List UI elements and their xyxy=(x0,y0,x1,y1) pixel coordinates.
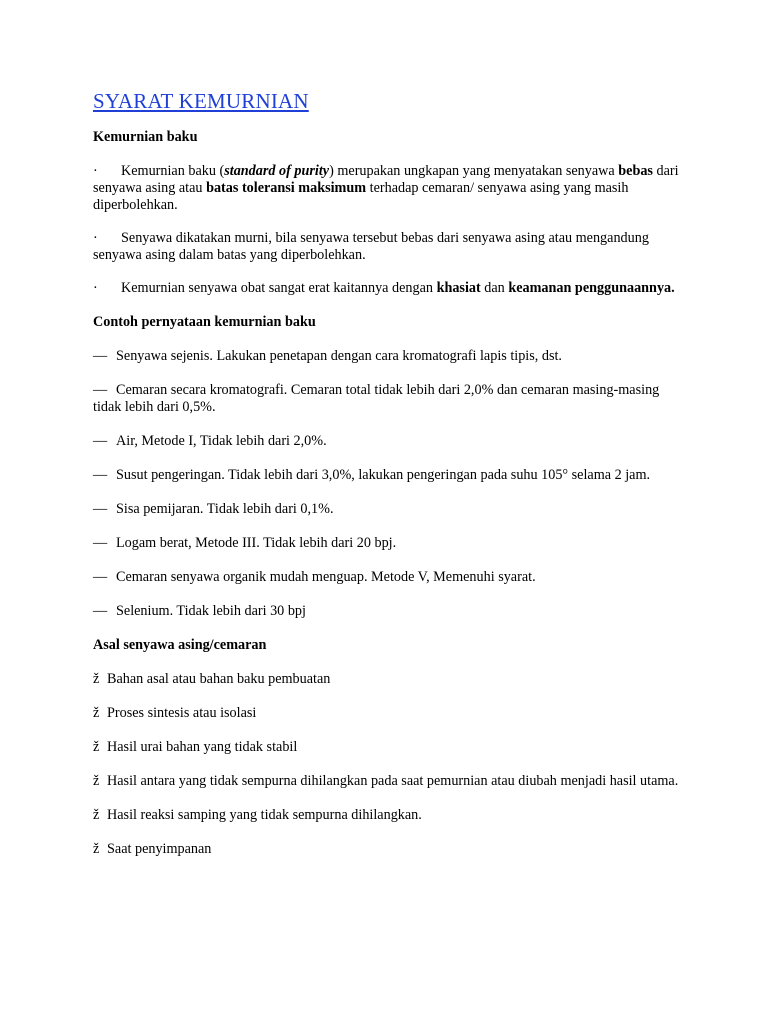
text-run-emphasis: standard of purity xyxy=(224,163,330,179)
bullet-marker: · xyxy=(93,230,98,246)
z-caron-marker: ž xyxy=(93,671,100,687)
z-caron-marker: ž xyxy=(93,739,100,755)
list-item-text: Susut pengeringan. Tidak lebih dari 3,0%, lakukan pengeringan pada suhu 105° selama 2 jam. xyxy=(116,467,651,483)
list-item xyxy=(93,382,683,416)
list-item-text: Saat penyimpanan xyxy=(107,841,212,857)
list-item xyxy=(93,501,683,518)
list-item-text: Hasil reaksi samping yang tidak sempurna dihilangkan. xyxy=(107,807,422,823)
list-item xyxy=(93,773,683,790)
text-run: dan xyxy=(480,280,509,296)
list-item xyxy=(93,841,683,858)
list-item xyxy=(93,569,683,586)
bullet-marker: · xyxy=(93,163,98,179)
text-run-bold: khasiat xyxy=(436,280,481,296)
dash-marker: — xyxy=(93,382,108,398)
bullet-marker: · xyxy=(93,280,98,296)
text-run: Kemurnian baku ( xyxy=(121,163,225,179)
list-item-text: Cemaran secara kromatografi. Cemaran total tidak lebih dari 2,0% dan cemaran masing-masing tidak lebih dari 0,5%. xyxy=(93,382,660,415)
section-heading-kemurnian-baku: Kemurnian baku xyxy=(93,129,198,145)
list-item-text: Logam berat, Metode III. Tidak lebih dari 20 bpj. xyxy=(116,535,397,551)
text-run-bold: keamanan penggunaannya. xyxy=(508,280,675,296)
list-item-text: Hasil urai bahan yang tidak stabil xyxy=(107,739,298,755)
text-run: ) merupakan ungkapan yang menyatakan senyawa xyxy=(329,163,619,179)
section-heading-contoh: Contoh pernyataan kemurnian baku xyxy=(93,314,316,330)
z-caron-marker: ž xyxy=(93,807,100,823)
paragraph-khasiat xyxy=(93,280,683,297)
text-run: Kemurnian senyawa obat sangat erat kaitannya dengan xyxy=(121,280,437,296)
document-body xyxy=(93,88,683,858)
list-item xyxy=(93,433,683,450)
page-title[interactable]: SYARAT KEMURNIAN xyxy=(93,89,309,113)
text-run-bold: bebas xyxy=(618,163,653,179)
list-item-text: Bahan asal atau bahan baku pembuatan xyxy=(107,671,331,687)
text-run: terhadap cemaran/ senyawa asing yang masih diperbolehkan. xyxy=(93,180,629,213)
list-item-text: Sisa pemijaran. Tidak lebih dari 0,1%. xyxy=(116,501,334,517)
z-caron-marker: ž xyxy=(93,841,100,857)
list-item xyxy=(93,467,683,484)
list-item xyxy=(93,603,683,620)
text-run: dari senyawa asing atau xyxy=(93,163,679,196)
list-item xyxy=(93,739,683,756)
paragraph-definition xyxy=(93,163,683,214)
list-item xyxy=(93,705,683,722)
dash-marker: — xyxy=(93,603,108,619)
section-heading-asal: Asal senyawa asing/cemaran xyxy=(93,637,267,653)
dash-marker: — xyxy=(93,433,108,449)
list-item xyxy=(93,807,683,824)
z-caron-marker: ž xyxy=(93,705,100,721)
list-item-text: Selenium. Tidak lebih dari 30 bpj xyxy=(116,603,306,619)
list-item-text: Senyawa sejenis. Lakukan penetapan dengan cara kromatografi lapis tipis, dst. xyxy=(116,348,562,364)
dash-marker: — xyxy=(93,569,108,585)
list-item xyxy=(93,535,683,552)
paragraph-murni xyxy=(93,230,683,264)
list-item xyxy=(93,348,683,365)
list-item-text: Cemaran senyawa organik mudah menguap. Metode V, Memenuhi syarat. xyxy=(116,569,536,585)
list-item-text: Hasil antara yang tidak sempurna dihilangkan pada saat pemurnian atau diubah menjadi hasil utama. xyxy=(107,773,679,789)
dash-marker: — xyxy=(93,348,108,364)
list-item xyxy=(93,671,683,688)
list-item-text: Air, Metode I, Tidak lebih dari 2,0%. xyxy=(116,433,327,449)
text-run: Senyawa dikatakan murni, bila senyawa tersebut bebas dari senyawa asing atau mengandung senyawa asing dalam batas yang diperbolehkan. xyxy=(93,230,649,263)
z-caron-marker: ž xyxy=(93,773,100,789)
dash-marker: — xyxy=(93,501,108,517)
dash-marker: — xyxy=(93,535,108,551)
list-item-text: Proses sintesis atau isolasi xyxy=(107,705,257,721)
dash-marker: — xyxy=(93,467,108,483)
text-run-bold: batas toleransi maksimum xyxy=(206,180,367,196)
